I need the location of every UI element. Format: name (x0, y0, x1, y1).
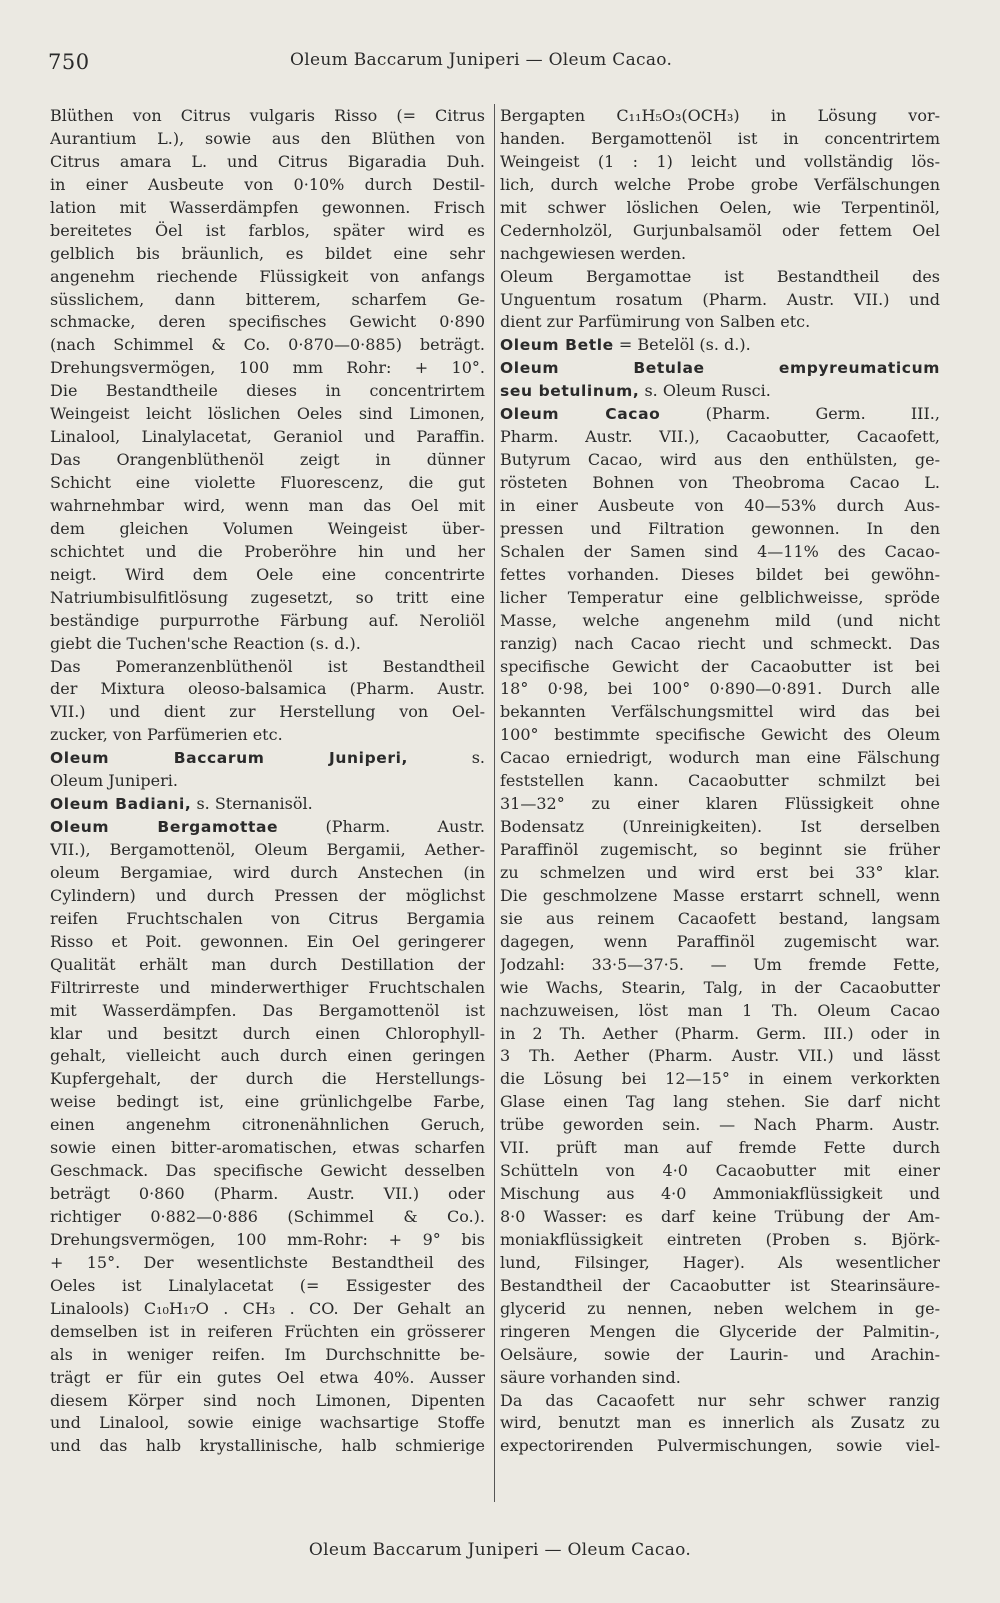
text-line (500, 357, 940, 380)
line-text: Das Orangenblüthenöl zeigt in dünner (50, 450, 485, 470)
text-line (500, 266, 940, 289)
line-text: Schütteln von 4·0 Cacaobutter mit einer (500, 1161, 940, 1181)
text-line (50, 633, 485, 656)
line-text: Citrus amara L. und Citrus Bigaradia Duh. (50, 151, 485, 171)
line-text: schmacke, deren specifisches Gewicht 0·890 (50, 312, 485, 332)
text-line (500, 1298, 940, 1321)
text-line (50, 449, 485, 472)
text-line (500, 380, 940, 403)
text-line (50, 197, 485, 220)
text-line (500, 1252, 940, 1275)
line-text: bereitetes Öel ist farblos, später wird es (50, 220, 485, 240)
line-text: trägt er für ein gutes Oel etwa 40%. Ausser (50, 1367, 485, 1387)
text-line (500, 1275, 940, 1298)
line-text: klar und besitzt durch einen Chlorophyll- (50, 1023, 485, 1043)
line-text: oleum Bergamiae, wird durch Anstechen (in (50, 862, 485, 882)
entry-keyword: Oleum Cacao (500, 405, 661, 424)
line-text: fettes vorhanden. Dieses bildet bei gewöhn- (500, 564, 940, 584)
text-line (50, 1367, 485, 1390)
line-text: dem gleichen Volumen Weingeist über- (50, 518, 485, 538)
text-line (50, 1045, 485, 1068)
text-line (500, 747, 940, 770)
text-line (50, 174, 485, 197)
line-text: Pharm. Austr. VII.), Cacaobutter, Cacaofett, (500, 427, 940, 447)
line-text: Die geschmolzene Masse erstarrt schnell, wenn (500, 885, 940, 905)
line-text: in einer Ausbeute von 0·10% durch Destil- (50, 174, 485, 194)
line-text: Blüthen von Citrus vulgaris Risso (= Citrus (50, 106, 485, 125)
text-line (500, 1390, 940, 1413)
entry-keyword: seu betulinum, (500, 382, 640, 401)
text-line (50, 862, 485, 885)
line-text: als in weniger reifen. Im Durchschnitte be- (50, 1344, 485, 1364)
text-line (500, 105, 940, 128)
text-line (500, 839, 940, 862)
text-line (50, 1390, 485, 1413)
line-text: zu schmelzen und wird erst bei 33° klar. (500, 862, 940, 882)
text-line (500, 197, 940, 220)
text-line (500, 1023, 940, 1046)
text-line (500, 610, 940, 633)
line-text: feststellen kann. Cacaobutter schmilzt bei (500, 771, 940, 791)
line-text: Oelsäure, sowie der Laurin- und Arachin- (500, 1344, 940, 1364)
text-line (500, 518, 940, 541)
text-line (50, 128, 485, 151)
line-text: wie Wachs, Stearin, Talg, in der Cacaobutter (500, 977, 940, 997)
text-line (500, 931, 940, 954)
line-text: Cylindern) und durch Pressen der möglichst (50, 885, 485, 905)
text-line (50, 908, 485, 931)
line-text: richtiger 0·882—0·886 (Schimmel & Co.). (50, 1207, 485, 1226)
line-text: Oleum Bergamottae ist Bestandtheil des (500, 266, 940, 286)
line-text: Oeles ist Linalylacetat (= Essigester des (50, 1275, 485, 1295)
text-line (500, 243, 940, 266)
line-text: VII. prüft man auf fremde Fette durch (500, 1138, 940, 1158)
text-line (50, 357, 485, 380)
line-text: Schicht eine violette Fluorescenz, die gut (50, 473, 485, 492)
text-line (500, 954, 940, 977)
text-line (50, 610, 485, 633)
line-text: Natriumbisulfitlösung zugesetzt, so tritt eine (50, 587, 485, 607)
line-text: Weingeist (1 : 1) leicht und vollständig lös- (500, 151, 940, 171)
text-line (50, 793, 485, 816)
line-text: lund, Filsinger, Hager). Als wesentlicher (500, 1252, 940, 1272)
line-text: 8·0 Wasser: es darf keine Trübung der Am- (500, 1207, 940, 1226)
line-text: 100° bestimmte specifische Gewicht des Oleum (500, 725, 940, 745)
line-text: beträgt 0·860 (Pharm. Austr. VII.) oder (50, 1184, 485, 1204)
text-line (500, 1344, 940, 1367)
line-text: dagegen, wenn Paraffinöl zugemischt war. (500, 931, 940, 951)
text-line (500, 334, 940, 357)
text-line (50, 1091, 485, 1114)
text-line (500, 289, 940, 312)
text-line (50, 1137, 485, 1160)
line-text: Jodzahl: 33·5—37·5. — Um fremde Fette, (500, 954, 940, 974)
line-text: mit Wasserdämpfen. Das Bergamottenöl ist (50, 1000, 485, 1020)
text-line (500, 1435, 940, 1458)
text-line (50, 564, 485, 587)
text-line (50, 426, 485, 449)
text-line (50, 1252, 485, 1275)
text-line (50, 885, 485, 908)
text-line (50, 518, 485, 541)
text-line (500, 770, 940, 793)
line-text: Linalools) C₁₀H₁₇O . CH₃ . CO. Der Gehalt an (50, 1298, 485, 1318)
text-line (500, 403, 940, 426)
line-text: trübe geworden sein. — Nach Pharm. Austr. (500, 1115, 940, 1135)
bottom-footer: Oleum Baccarum Juniperi — Oleum Cacao. (308, 1540, 692, 1560)
text-line (50, 656, 485, 679)
entry-keyword: Oleum Betulae empyreumaticum (500, 359, 940, 378)
line-text: Oleum Juniperi. (50, 771, 178, 791)
text-line (500, 472, 940, 495)
text-line (50, 839, 485, 862)
line-text: süsslichem, dann bitterem, scharfem Ge- (50, 289, 485, 309)
line-text: licher Temperatur eine gelblichweisse, spröde (500, 587, 940, 607)
line-text: 18° 0·98, bei 100° 0·890—0·891. Durch alle (500, 679, 940, 699)
page-number: 750 (48, 50, 90, 74)
text-line (500, 1229, 940, 1252)
text-line (500, 1137, 940, 1160)
text-line (500, 151, 940, 174)
line-text: demselben ist in reiferen Früchten ein grösserer (50, 1321, 485, 1341)
text-line (50, 1023, 485, 1046)
line-text: Masse, welche angenehm mild (und nicht (500, 610, 940, 630)
text-line (50, 1160, 485, 1183)
text-line (500, 1367, 940, 1390)
text-line (500, 541, 940, 564)
line-text: 3 Th. Aether (Pharm. Austr. VII.) und lässt (500, 1046, 940, 1066)
text-line (50, 1206, 485, 1229)
text-line (500, 885, 940, 908)
line-text: zucker, von Parfümerien etc. (50, 725, 283, 745)
line-text: moniakflüssigkeit eintreten (Proben s. Björk- (500, 1229, 940, 1249)
text-line (500, 908, 940, 931)
line-text: specifische Gewicht der Cacaobutter ist bei (500, 656, 940, 676)
text-line (50, 1000, 485, 1023)
line-text: Bergapten C₁₁H₅O₃(OCH₃) in Lösung vor- (500, 106, 940, 125)
text-line (50, 587, 485, 610)
line-text: und Linalool, sowie einige wachsartige Stoffe (50, 1413, 485, 1433)
line-text: giebt die Tuchen'sche Reaction (s. d.). (50, 633, 361, 653)
text-line (50, 403, 485, 426)
text-line (500, 793, 940, 816)
text-line (50, 701, 485, 724)
line-text: wird, benutzt man es innerlich als Zusatz zu (500, 1413, 940, 1433)
line-text: Risso et Poit. gewonnen. Ein Oel geringerer (50, 931, 485, 951)
text-line (500, 816, 940, 839)
text-line (500, 564, 940, 587)
text-line (500, 311, 940, 334)
text-line (500, 426, 940, 449)
text-line (50, 1298, 485, 1321)
line-text: weise bedingt ist, eine grünlichgelbe Farbe, (50, 1092, 485, 1112)
line-text: säure vorhanden sind. (500, 1367, 681, 1387)
line-text: beständige purpurrothe Färbung auf. Neroliöl (50, 610, 485, 630)
running-head: Oleum Baccarum Juniperi — Oleum Cacao. (290, 50, 673, 70)
text-line (50, 1183, 485, 1206)
text-line (50, 220, 485, 243)
text-line (50, 1114, 485, 1137)
text-line (500, 1091, 940, 1114)
text-line (50, 1344, 485, 1367)
text-line (50, 1275, 485, 1298)
text-line (500, 1183, 940, 1206)
entry-keyword: Oleum Bergamottae (50, 818, 279, 837)
line-text: und das halb krystallinische, halb schmierige (50, 1436, 485, 1456)
text-line (500, 495, 940, 518)
text-line (500, 1045, 940, 1068)
line-text: lich, durch welche Probe grobe Verfälschungen (500, 174, 940, 194)
text-line (50, 541, 485, 564)
line-text: gelblich bis bräunlich, es bildet eine sehr (50, 243, 485, 263)
entry-keyword: Oleum Betle (500, 336, 614, 355)
text-line (50, 1321, 485, 1344)
text-line (500, 1160, 940, 1183)
line-text: sie aus reinem Cacaofett bestand, langsam (500, 908, 940, 928)
line-text: Drehungsvermögen, 100 mm-Rohr: + 9° bis (50, 1229, 485, 1249)
line-text: = Betelöl (s. d.). (613, 335, 751, 355)
text-line (500, 1114, 940, 1137)
text-line (50, 472, 485, 495)
text-line (50, 678, 485, 701)
line-text: Geschmack. Das specifische Gewicht desselben (50, 1161, 485, 1181)
text-line (50, 931, 485, 954)
line-text: s. Sternanisöl. (191, 794, 313, 814)
column-divider (494, 104, 495, 1502)
line-text: Butyrum Cacao, wird aus den enthülsten, ge- (500, 450, 940, 470)
text-line (50, 380, 485, 403)
line-text: Linalool, Linalylacetat, Geraniol und Paraffin. (50, 427, 485, 447)
entry-keyword: Oleum Baccarum Juniperi, (50, 749, 409, 768)
line-text: Bestandtheil der Cacaobutter ist Stearinsäure- (500, 1275, 940, 1295)
right-column (500, 105, 940, 1458)
line-text: schichtet und die Proberöhre hin und her (50, 541, 485, 561)
text-line (500, 449, 940, 472)
line-text: Glase einen Tag lang stehen. Sie darf nicht (500, 1092, 940, 1112)
text-line (50, 816, 485, 839)
line-text: mit schwer löslichen Oelen, wie Terpentinöl, (500, 197, 940, 217)
text-line (50, 724, 485, 747)
line-text: bekannten Verfälschungsmittel wird das bei (500, 702, 940, 722)
line-text: die Lösung bei 12—15° in einem verkorkten (500, 1069, 940, 1089)
text-line (500, 1321, 940, 1344)
text-line (500, 174, 940, 197)
text-line (500, 977, 940, 1000)
line-text: Schalen der Samen sind 4—11% des Cacao- (500, 541, 940, 561)
line-text: neigt. Wird dem Oele eine concentrirte (50, 564, 485, 584)
line-text: Kupfergehalt, der durch die Herstellungs- (50, 1069, 485, 1089)
line-text: Aurantium L.), sowie aus den Blüthen von (50, 128, 485, 148)
line-text: VII.) und dient zur Herstellung von Oel- (50, 702, 485, 722)
line-text: einen angenehm citronenähnlichen Geruch, (50, 1115, 485, 1135)
text-line (500, 701, 940, 724)
line-text: Drehungsvermögen, 100 mm Rohr: + 10°. (50, 358, 485, 378)
line-text: (Pharm. Germ. III., (660, 404, 940, 424)
line-text: Cacao erniedrigt, wodurch man eine Fälschung (500, 748, 940, 768)
text-line (500, 1000, 940, 1023)
line-text: pressen und Filtration gewonnen. In den (500, 518, 940, 538)
text-line (500, 1412, 940, 1435)
line-text: Die Bestandtheile dieses in concentrirtem (50, 381, 485, 401)
line-text: Cedernholzöl, Gurjunbalsamöl oder fettem Oel (500, 220, 940, 240)
text-line (500, 724, 940, 747)
text-line (500, 1068, 940, 1091)
text-line (500, 656, 940, 679)
line-text: lation mit Wasserdämpfen gewonnen. Frisch (50, 197, 485, 217)
line-text: 31—32° zu einer klaren Flüssigkeit ohne (500, 794, 940, 814)
line-text: Qualität erhält man durch Destillation der (50, 954, 485, 974)
line-text: VII.), Bergamottenöl, Oleum Bergamii, Aether- (50, 840, 485, 859)
text-line (50, 243, 485, 266)
text-line (50, 747, 485, 770)
line-text: nachgewiesen werden. (500, 243, 687, 263)
line-text: handen. Bergamottenöl ist in concentrirtem (500, 128, 940, 148)
text-line (50, 1435, 485, 1458)
line-text: wahrnehmbar wird, wenn man das Oel mit (50, 495, 485, 515)
line-text: dient zur Parfümirung von Salben etc. (500, 312, 811, 332)
line-text: nachzuweisen, löst man 1 Th. Oleum Cacao (500, 1000, 940, 1020)
line-text: Weingeist leicht löslichen Oeles sind Limonen, (50, 404, 485, 424)
text-line (500, 633, 940, 656)
line-text: gehalt, vielleicht auch durch einen geringen (50, 1046, 485, 1066)
line-text: (nach Schimmel & Co. 0·870—0·885) beträgt. (50, 335, 485, 355)
line-text: angenehm riechende Flüssigkeit von anfangs (50, 266, 485, 286)
line-text: sowie einen bitter-aromatischen, etwas scharfen (50, 1138, 485, 1158)
line-text: s. (408, 748, 485, 768)
line-text: der Mixtura oleoso-balsamica (Pharm. Austr. (50, 679, 485, 699)
text-line (500, 587, 940, 610)
text-line (500, 220, 940, 243)
line-text: Filtrirreste und minderwerthiger Fruchtschalen (50, 977, 485, 997)
text-line (50, 311, 485, 334)
line-text: Mischung aus 4·0 Ammoniakflüssigkeit und (500, 1184, 940, 1204)
text-line (50, 770, 485, 793)
line-text: in einer Ausbeute von 40—53% durch Aus- (500, 495, 940, 515)
line-text: ranzig) nach Cacao riecht und schmeckt. Das (500, 633, 940, 653)
line-text: Das Pomeranzenblüthenöl ist Bestandtheil (50, 656, 485, 676)
line-text: Bodensatz (Unreinigkeiten). Ist derselben (500, 817, 940, 837)
line-text: Paraffinöl zugemischt, so beginnt sie früher (500, 840, 940, 859)
line-text: s. Oleum Rusci. (639, 381, 771, 401)
line-text: glycerid zu nennen, neben welchem in ge- (500, 1298, 940, 1318)
line-text: + 15°. Der wesentlichste Bestandtheil des (50, 1252, 485, 1272)
line-text: Unguentum rosatum (Pharm. Austr. VII.) und (500, 289, 940, 309)
text-line (50, 977, 485, 1000)
text-line (50, 289, 485, 312)
text-line (500, 1206, 940, 1229)
text-line (500, 678, 940, 701)
line-text: in 2 Th. Aether (Pharm. Germ. III.) oder in (500, 1023, 940, 1043)
line-text: Da das Cacaofett nur sehr schwer ranzig (500, 1390, 940, 1410)
line-text: reifen Fruchtschalen von Citrus Bergamia (50, 908, 485, 928)
text-line (50, 954, 485, 977)
text-line (50, 151, 485, 174)
line-text: rösteten Bohnen von Theobroma Cacao L. (500, 473, 940, 492)
left-column (50, 105, 485, 1458)
text-line (50, 1068, 485, 1091)
line-text: ringeren Mengen die Glyceride der Palmitin-, (500, 1321, 940, 1341)
text-line (50, 334, 485, 357)
text-line (500, 862, 940, 885)
text-line (50, 105, 485, 128)
line-text: expectorirenden Pulvermischungen, sowie viel- (500, 1436, 940, 1456)
text-line (50, 266, 485, 289)
entry-keyword: Oleum Badiani, (50, 795, 192, 814)
text-line (50, 1229, 485, 1252)
line-text: (Pharm. Austr. (278, 817, 485, 837)
text-line (50, 495, 485, 518)
text-line (50, 1412, 485, 1435)
text-line (500, 128, 940, 151)
line-text: diesem Körper sind noch Limonen, Dipenten (50, 1390, 485, 1410)
